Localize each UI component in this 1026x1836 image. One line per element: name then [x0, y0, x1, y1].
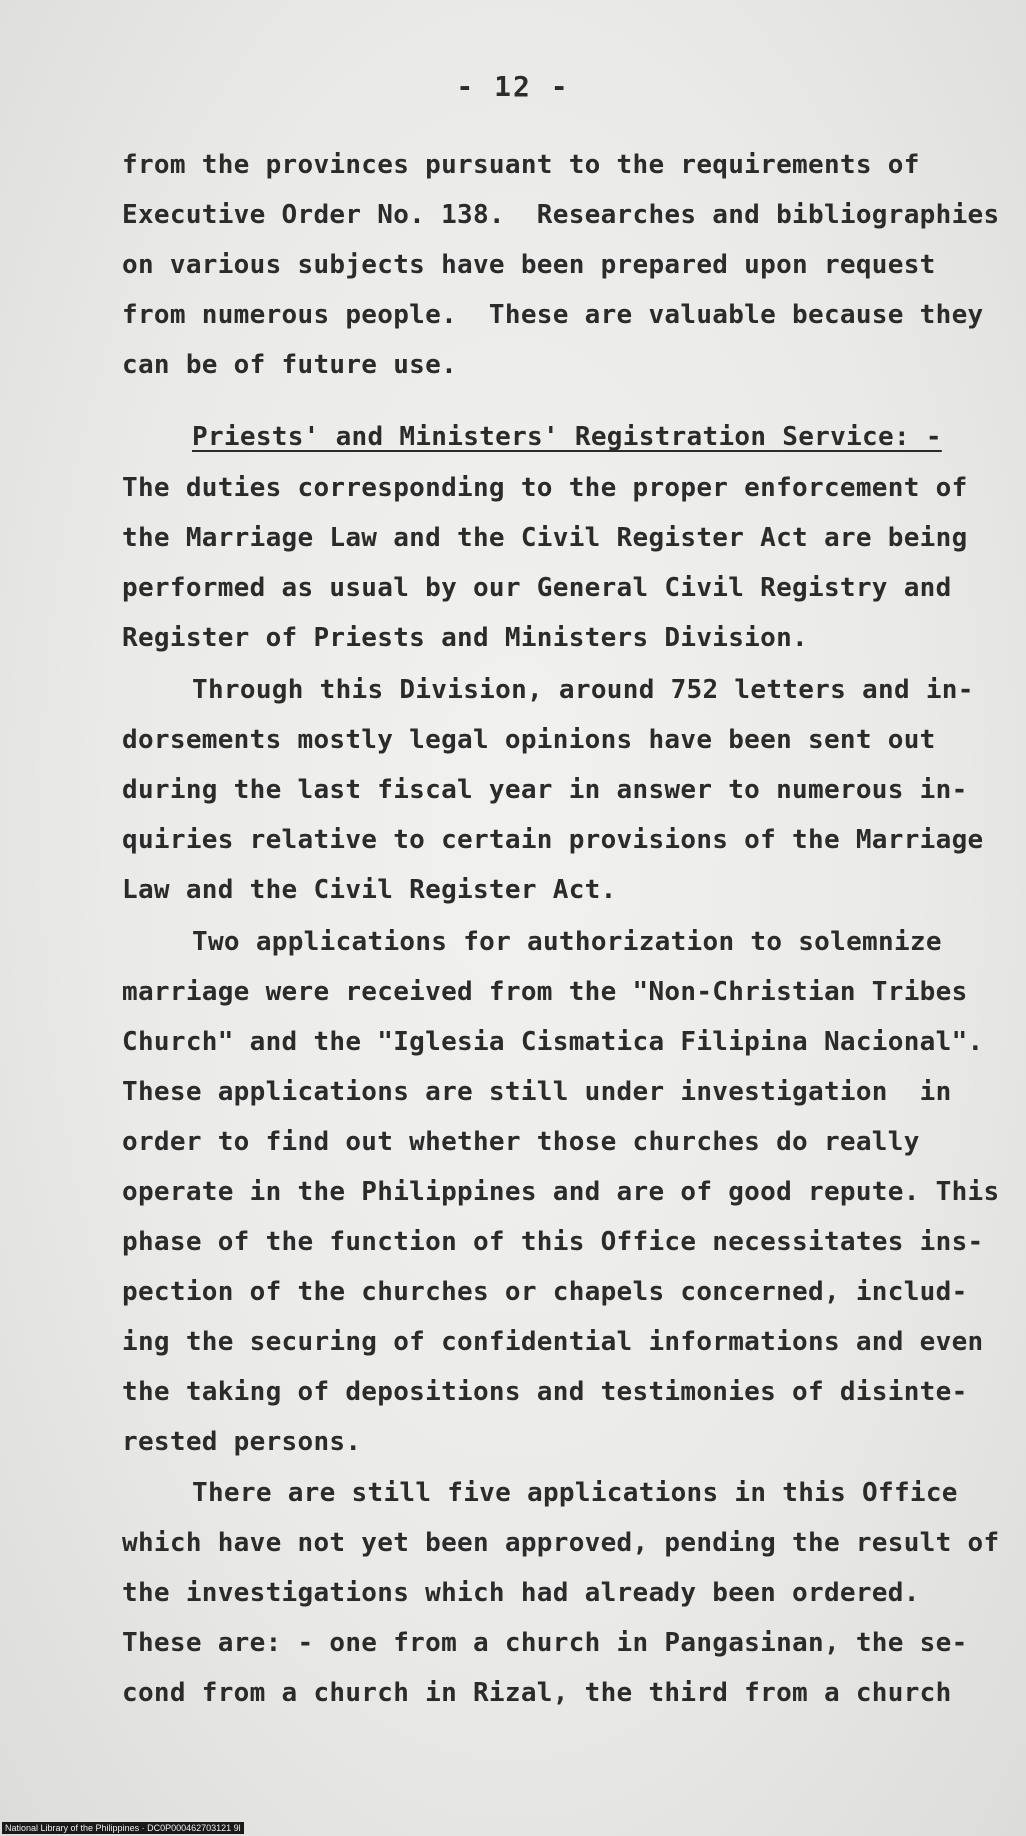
text-line: order to find out whether those churches do really [122, 1127, 920, 1157]
text-line: ing the securing of confidential informations and even [122, 1327, 984, 1357]
text-line: from numerous people. These are valuable because they [122, 300, 984, 330]
text-line: The duties corresponding to the proper enforcement of [122, 473, 968, 503]
text-line: during the last fiscal year in answer to numerous in- [122, 775, 968, 805]
text-line: Law and the Civil Register Act. [122, 875, 617, 905]
text-line: performed as usual by our General Civil Registry and [122, 573, 952, 603]
text-line: Executive Order No. 138. Researches and bibliographies [122, 200, 1000, 230]
text-line: pection of the churches or chapels concerned, includ- [122, 1277, 968, 1307]
text-line: marriage were received from the "Non-Christian Tribes [122, 977, 968, 1007]
text-line: There are still five applications in this Office [192, 1478, 958, 1508]
text-line: the investigations which had already been ordered. [122, 1578, 920, 1608]
text-line: which have not yet been approved, pending the result of [122, 1528, 1000, 1558]
text-line: phase of the function of this Office necessitates ins- [122, 1227, 984, 1257]
text-line: These applications are still under investigation in [122, 1077, 952, 1107]
text-line: the Marriage Law and the Civil Register Act are being [122, 523, 968, 553]
archive-footer: National Library of the Philippines · DC0P000462703121 9l [2, 1822, 244, 1834]
text-line: Church" and the "Iglesia Cismatica Filipina Nacional". [122, 1027, 984, 1057]
text-line: dorsements mostly legal opinions have been sent out [122, 725, 936, 755]
text-line: the taking of depositions and testimonies of disinte- [122, 1377, 968, 1407]
text-line: Two applications for authorization to solemnize [192, 927, 942, 957]
text-line: quiries relative to certain provisions of the Marriage [122, 825, 984, 855]
section-heading: Priests' and Ministers' Registration Service: - [192, 422, 942, 452]
text-line: operate in the Philippines and are of good repute. This [122, 1177, 1000, 1207]
text-line: rested persons. [122, 1427, 362, 1457]
text-line: can be of future use. [122, 350, 458, 380]
text-line: These are: - one from a church in Pangasinan, the se- [122, 1628, 968, 1658]
text-line: from the provinces pursuant to the requirements of [122, 150, 920, 180]
text-line: Register of Priests and Ministers Division. [122, 623, 808, 653]
text-line: on various subjects have been prepared upon request [122, 250, 936, 280]
text-line: Through this Division, around 752 letters and in- [192, 675, 974, 705]
page-number: - 12 - [456, 70, 570, 103]
text-line: cond from a church in Rizal, the third from a church [122, 1678, 952, 1708]
